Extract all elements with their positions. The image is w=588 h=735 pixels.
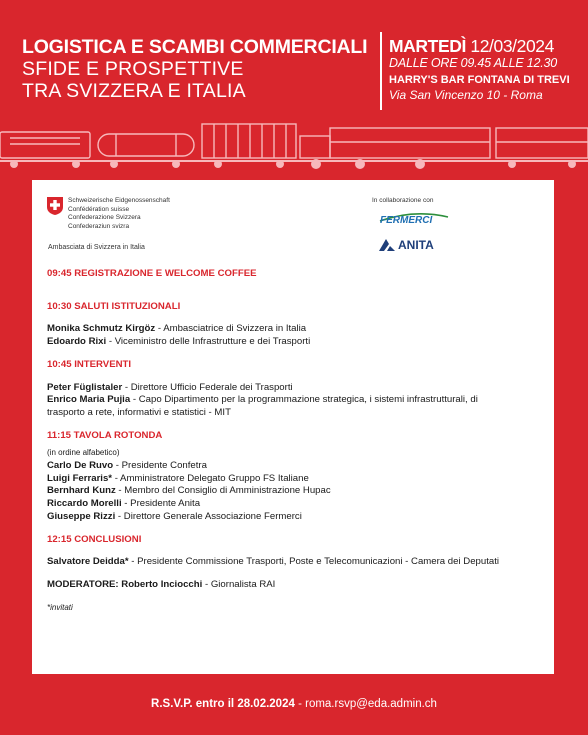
speaker-item: Giuseppe Rizzi - Direttore Generale Associazione Fermerci [47,510,302,522]
section-conclusions-title: 12:15 CONCLUSIONI [47,533,142,545]
speaker-item: Peter Füglistaler - Direttore Ufficio Federale dei Trasporti [47,381,293,393]
speaker-item: Bernhard Kunz - Membro del Consiglio di Amministrazione Hupac [47,485,331,497]
speaker-item: Luigi Ferraris* - Amministratore Delegato Gruppo FS Italiane [47,472,309,484]
speaker-item: Enrico Maria Pujia - Capo Dipartimento per la programmazione strategica, i sistemi infrastrutturali, di trasporto a rete, informativi e statistici - MIT [47,394,478,418]
speaker-item: Edoardo Rixi - Viceministro delle Infrastrutture e dei Trasporti [47,336,311,348]
section-roundtable-title: 11:15 TAVOLA ROTONDA [47,429,163,441]
rsvp-deadline: R.S.V.P. entro il 28.02.2024 [151,698,295,710]
invited-note: *invitati [47,602,73,612]
confederation-name: Schweizerische Eidgenossenschaft Confédération suisse Confederazione Svizzera Confederaziun svizra [68,197,170,230]
speaker-item: Riccardo Morelli - Presidente Anita [47,498,201,510]
collab-label: In collaborazione con [372,197,434,204]
swiss-cross-icon [46,196,64,216]
program [47,268,517,614]
alphabetical-note: (in ordine alfabetico) [47,448,120,458]
event-venue: HARRY'S BAR FONTANA DI TREVI [389,74,570,86]
event-title: LOGISTICA E SCAMBI COMMERCIALI [22,36,368,58]
speaker-item: Monika Schmutz Kirgöz - Ambasciatrice di Svizzera in Italia [47,323,307,335]
anita-logo [378,238,434,252]
event-subtitle-2: TRA SVIZZERA E ITALIA [22,80,246,102]
freight-train-illustration [0,120,588,172]
section-greetings-title: 10:30 SALUTI ISTITUZIONALI [47,300,181,312]
event-date: MARTEDÌ 12/03/2024 [389,36,554,56]
section-talks-title: 10:45 INTERVENTI [47,358,132,370]
svg-text:FERMERCI: FERMERCI [380,215,433,226]
section-registration-title: 09:45 REGISTRAZIONE E WELCOME COFFEE [47,268,257,279]
event-subtitle-1: SFIDE E PROSPETTIVE [22,58,244,80]
event-time: DALLE ORE 09.45 ALLE 12.30 [389,56,558,70]
header-divider [380,32,382,110]
speaker-item: Salvatore Deidda* - Presidente Commissione Trasporti, Poste e Telecomunicazioni - Camera dei Deputati [47,556,500,568]
anita-icon [378,238,396,252]
anita-wordmark: ANITA [398,238,434,252]
invitation-card [32,180,542,674]
event-address: Via San Vincenzo 10 - Roma [389,88,543,102]
embassy-label: Ambasciata di Svizzera in Italia [48,244,145,251]
speaker-item: Carlo De Ruvo - Presidente Confetra [47,460,207,472]
event-details [389,36,570,103]
fermerci-logo [378,210,450,228]
moderator-item: MODERATORE: Roberto Inciocchi - Giornalista RAI [47,578,276,590]
rsvp-email-link[interactable]: roma.rsvp@eda.admin.ch [305,698,437,710]
rsvp-footer: R.S.V.P. entro il 28.02.2024 - roma.rsvp@eda.admin.ch [151,698,437,710]
event-title-block [22,36,367,102]
